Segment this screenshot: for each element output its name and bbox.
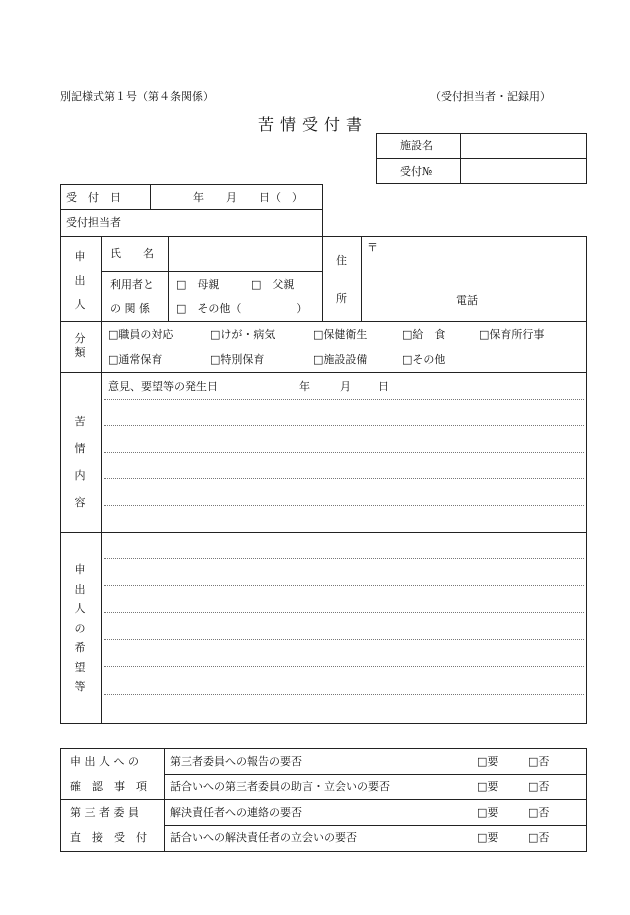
wishes-content-field[interactable] <box>104 535 584 721</box>
applicant-section-label: 申 出 人 <box>74 250 86 311</box>
confirm-item-no-checkbox[interactable]: □否 <box>528 780 550 793</box>
confirm-item-text: 第三者委員への報告の要否 <box>170 755 302 768</box>
postal-mark: 〒 <box>367 241 378 254</box>
complaint-label: 苦 情 内 容 <box>74 415 86 509</box>
facility-name-field[interactable] <box>462 135 585 157</box>
confirm-item-no-checkbox[interactable]: □否 <box>528 806 550 819</box>
address-label-2: 所 <box>336 292 347 305</box>
confirm-item-yes-checkbox[interactable]: □要 <box>477 806 499 819</box>
occurrence-month: 月 <box>340 380 351 393</box>
occurrence-date-label: 意見、要望等の発生日 <box>108 380 218 393</box>
category-meals-checkbox[interactable]: □給 食 <box>402 328 446 341</box>
page-title: 苦情受付書 <box>258 115 369 134</box>
category-regular-care-checkbox[interactable]: □通常保育 <box>108 353 163 366</box>
confirmation-label-2: 確 認 事 項 <box>70 780 147 793</box>
category-label: 分 類 <box>74 332 86 359</box>
reception-number-field[interactable] <box>462 160 585 182</box>
confirm-item-text: 話合いへの第三者委員の助言・立会いの要否 <box>170 780 390 793</box>
phone-field[interactable] <box>484 290 584 318</box>
confirmation-label-3: 第 三 者 委 員 <box>70 806 139 819</box>
confirmation-label-1: 申 出 人 へ の <box>70 755 139 768</box>
reception-number-label: 受付№ <box>400 165 433 178</box>
reception-date-field[interactable]: 年 月 日（ ） <box>193 191 303 204</box>
occurrence-year: 年 <box>299 380 310 393</box>
category-special-care-checkbox[interactable]: □特別保育 <box>210 353 265 366</box>
category-facility-checkbox[interactable]: □施設設備 <box>313 353 368 366</box>
category-hygiene-checkbox[interactable]: □保健衛生 <box>313 328 368 341</box>
phone-label: 電話 <box>456 294 478 307</box>
relation-father-checkbox[interactable]: □ 父親 <box>251 278 295 291</box>
copy-note: （受付担当者・記録用） <box>430 90 551 103</box>
relation-label-1: 利用者と <box>110 278 154 291</box>
confirm-item-yes-checkbox[interactable]: □要 <box>477 780 499 793</box>
reception-staff-field[interactable] <box>152 211 320 233</box>
confirm-item-yes-checkbox[interactable]: □要 <box>477 755 499 768</box>
category-other-checkbox[interactable]: □その他 <box>402 353 446 366</box>
confirm-item-yes-checkbox[interactable]: □要 <box>477 831 499 844</box>
address-field[interactable] <box>380 238 584 288</box>
relation-label-2: の 関 係 <box>110 302 150 315</box>
applicant-name-label: 氏 名 <box>110 247 154 260</box>
category-events-checkbox[interactable]: □保育所行事 <box>479 328 545 341</box>
wishes-label: 申 出 人 の 希 望 等 <box>74 563 86 693</box>
confirm-item-text: 解決責任者への連絡の要否 <box>170 806 302 819</box>
confirmation-label-4: 直 接 受 付 <box>70 831 147 844</box>
relation-mother-checkbox[interactable]: □ 母親 <box>176 278 220 291</box>
category-staff-checkbox[interactable]: □職員の対応 <box>108 328 174 341</box>
occurrence-day: 日 <box>378 380 389 393</box>
facility-name-label: 施設名 <box>400 139 433 152</box>
applicant-name-field[interactable] <box>170 238 320 269</box>
relation-other-checkbox[interactable]: □ その他（ ） <box>176 302 308 315</box>
address-label-1: 住 <box>336 254 347 267</box>
complaint-content-field[interactable] <box>104 401 584 531</box>
reception-date-label: 受 付 日 <box>66 191 121 204</box>
confirm-item-no-checkbox[interactable]: □否 <box>528 831 550 844</box>
reception-staff-label: 受付担当者 <box>66 216 121 229</box>
confirm-item-no-checkbox[interactable]: □否 <box>528 755 550 768</box>
category-injury-checkbox[interactable]: □けが・病気 <box>210 328 276 341</box>
form-number: 別記様式第１号（第４条関係） <box>60 90 214 103</box>
confirm-item-text: 話合いへの解決責任者の立会いの要否 <box>170 831 357 844</box>
